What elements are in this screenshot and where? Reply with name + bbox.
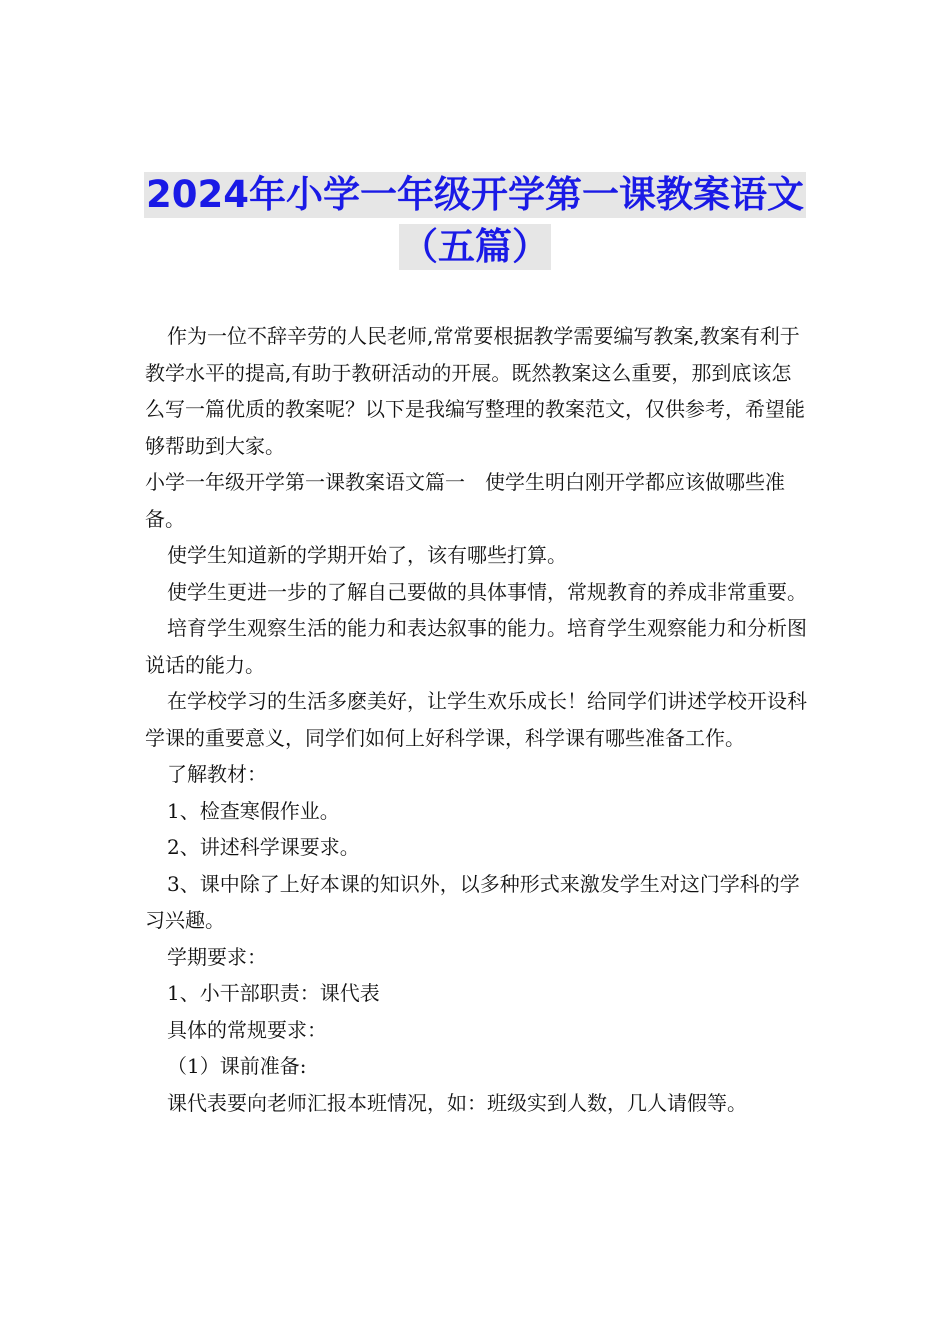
- document-body: [145, 318, 810, 1121]
- body-paragraph: 课代表要向老师汇报本班情况，如：班级实到人数，几人请假等。: [167, 1090, 747, 1115]
- list-item: （1）课前准备:: [167, 1054, 307, 1078]
- body-paragraph: 培育学生观察生活的能力和表达叙事的能力。培育学生观察能力和分析图说话的能力。: [145, 616, 807, 677]
- body-paragraph: 具体的常规要求：: [167, 1017, 327, 1042]
- list-item: 1、检查寒假作业。: [167, 798, 340, 823]
- body-paragraph: 使学生知道新的学期开始了，该有哪些打算。: [167, 543, 567, 567]
- section-heading-paragraph: 小学一年级开学第一课教案语文篇一 使学生明白刚开学都应该做哪些准备。: [145, 470, 785, 531]
- list-item: 1、小干部职责：课代表: [167, 981, 380, 1005]
- body-paragraph: 在学校学习的生活多麽美好，让学生欢乐成长！给同学们讲述学校开设科学课的重要意义，同学们如何上好科学课，科学课有哪些准备工作。: [145, 689, 807, 750]
- title-line-2: （五篇）: [401, 225, 549, 268]
- title-line-1: 2024年小学一年级开学第一课教案语文: [146, 173, 804, 216]
- body-paragraph: 学期要求：: [167, 944, 267, 969]
- intro-paragraph: 作为一位不辞辛劳的人民老师,常常要根据教学需要编写教案,教案有利于教学水平的提高,有助于教研活动的开展。既然教案这么重要，那到底该怎么写一篇优质的教案呢？以下是我编写整理的教案范文，仅供参考，希望能够帮助到大家。: [145, 324, 805, 458]
- document-title: [100, 172, 850, 270]
- body-paragraph: 了解教材：: [167, 762, 267, 786]
- list-item: 3、课中除了上好本课的知识外，以多种形式来激发学生对这门学科的学习兴趣。: [145, 871, 800, 932]
- body-paragraph: 使学生更进一步的了解自己要做的具体事情，常规教育的养成非常重要。: [167, 579, 807, 604]
- list-item: 2、讲述科学课要求。: [167, 835, 360, 859]
